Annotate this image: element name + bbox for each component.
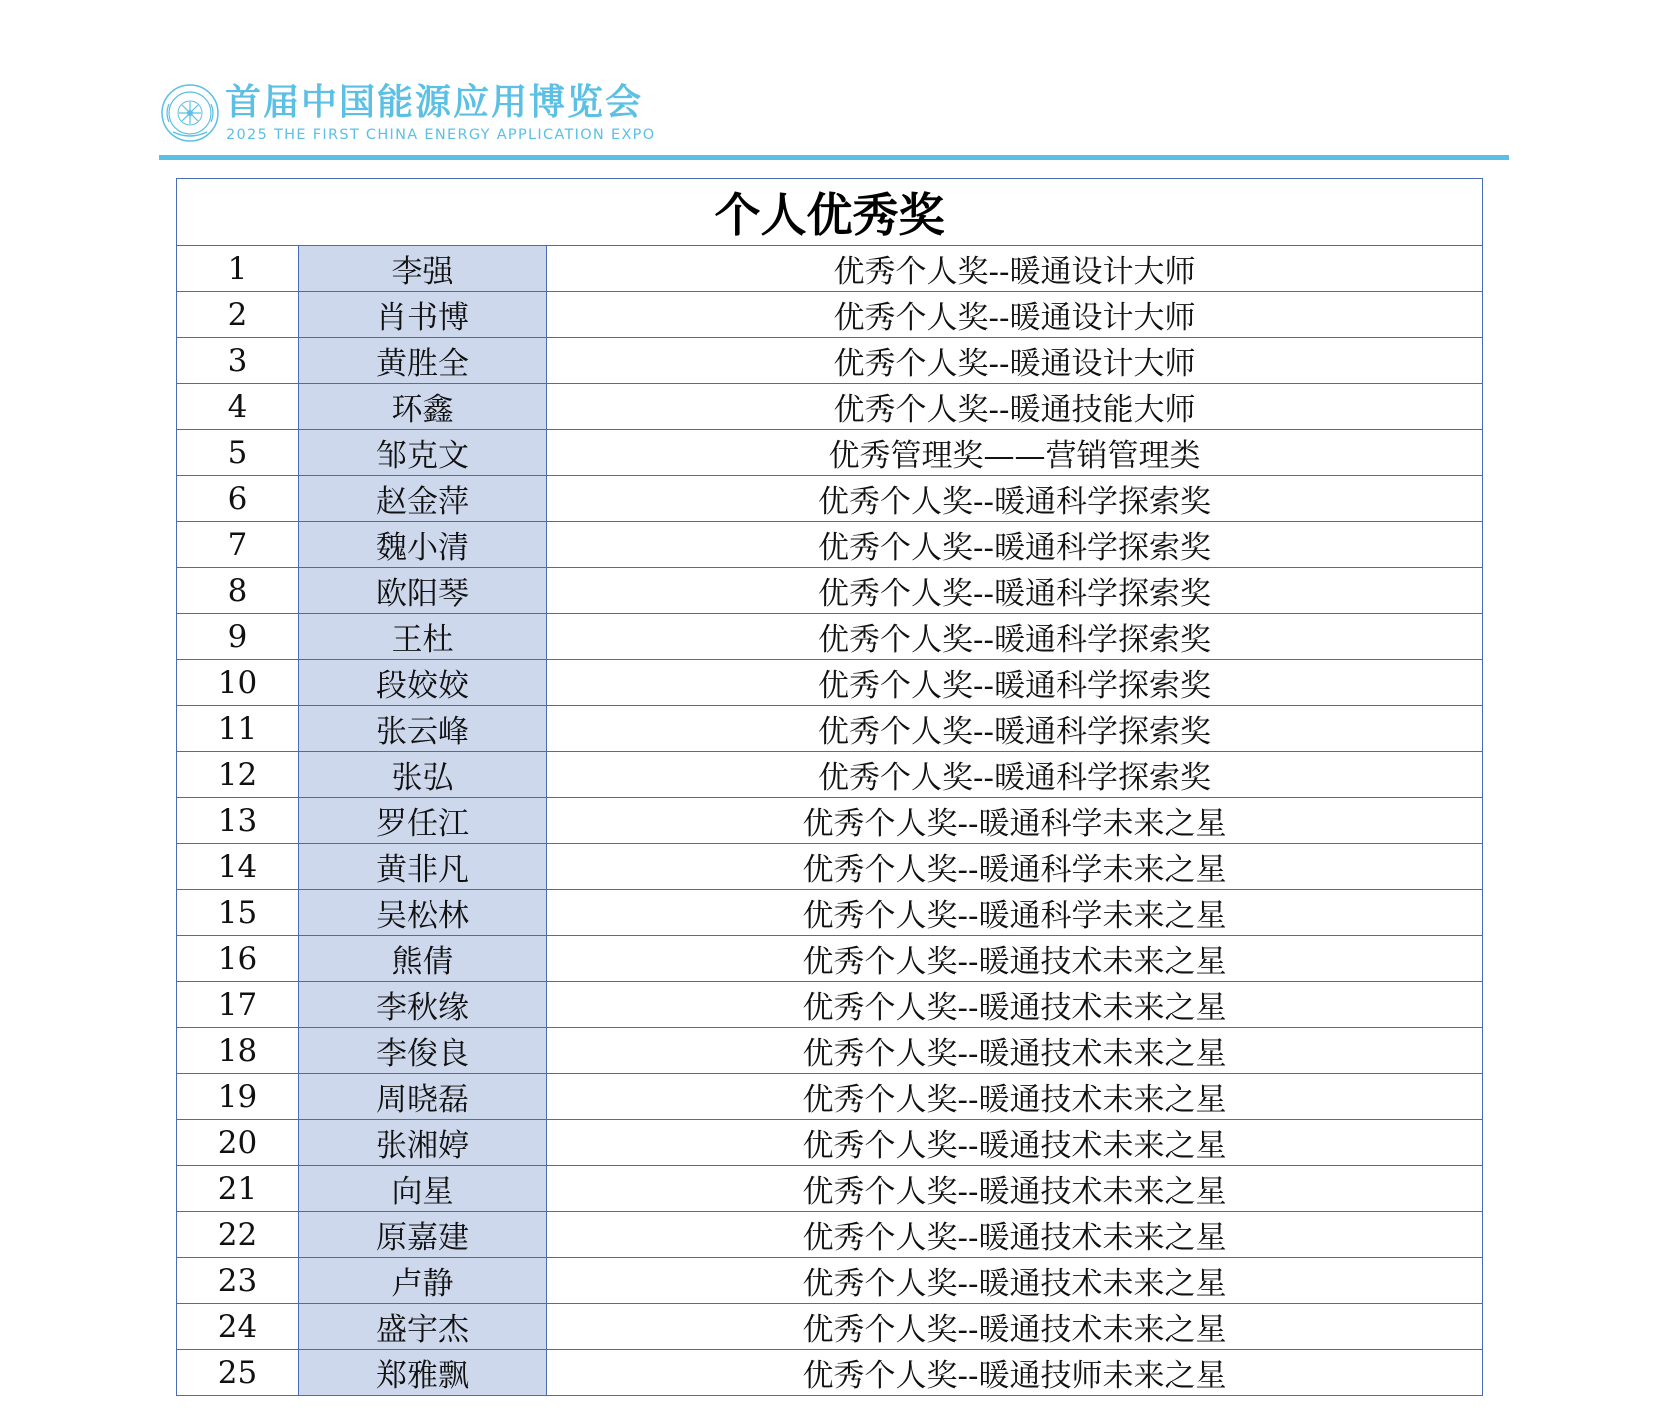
recipient-name-cell: 张云峰 — [299, 706, 547, 752]
table-row — [177, 338, 1483, 384]
table-row — [177, 1258, 1483, 1304]
award-name-cell: 优秀个人奖--暖通设计大师 — [547, 292, 1483, 338]
table-row — [177, 1074, 1483, 1120]
award-name-cell: 优秀个人奖--暖通科学未来之星 — [547, 844, 1483, 890]
row-number-cell: 9 — [177, 614, 299, 660]
row-number-cell: 16 — [177, 936, 299, 982]
row-number-cell: 5 — [177, 430, 299, 476]
row-number-cell: 19 — [177, 1074, 299, 1120]
expo-title: 首届中国能源应用博览会 — [225, 82, 644, 123]
recipient-name-cell: 魏小清 — [299, 522, 547, 568]
row-number-cell: 20 — [177, 1120, 299, 1166]
recipient-name-cell: 环鑫 — [299, 384, 547, 430]
recipient-name-cell: 李俊良 — [299, 1028, 547, 1074]
row-number-cell: 11 — [177, 706, 299, 752]
row-number-cell: 22 — [177, 1212, 299, 1258]
award-name-cell: 优秀个人奖--暖通技术未来之星 — [547, 982, 1483, 1028]
recipient-name-cell: 王杜 — [299, 614, 547, 660]
recipient-name-cell: 李强 — [299, 246, 547, 292]
table-row — [177, 752, 1483, 798]
table-row — [177, 522, 1483, 568]
row-number-cell: 3 — [177, 338, 299, 384]
table-row — [177, 1304, 1483, 1350]
recipient-name-cell: 熊倩 — [299, 936, 547, 982]
table-title: 个人优秀奖 — [177, 179, 1483, 246]
table-row — [177, 706, 1483, 752]
award-name-cell: 优秀个人奖--暖通技师未来之星 — [547, 1350, 1483, 1396]
recipient-name-cell: 罗任江 — [299, 798, 547, 844]
award-name-cell: 优秀个人奖--暖通技术未来之星 — [547, 1212, 1483, 1258]
award-name-cell: 优秀个人奖--暖通技术未来之星 — [547, 1166, 1483, 1212]
row-number-cell: 25 — [177, 1350, 299, 1396]
table-row — [177, 246, 1483, 292]
table-row — [177, 982, 1483, 1028]
award-name-cell: 优秀个人奖--暖通科学未来之星 — [547, 798, 1483, 844]
award-name-cell: 优秀个人奖--暖通技术未来之星 — [547, 936, 1483, 982]
row-number-cell: 14 — [177, 844, 299, 890]
award-name-cell: 优秀个人奖--暖通技术未来之星 — [547, 1120, 1483, 1166]
recipient-name-cell: 邹克文 — [299, 430, 547, 476]
table-row — [177, 614, 1483, 660]
award-name-cell: 优秀个人奖--暖通技能大师 — [547, 384, 1483, 430]
table-row — [177, 1212, 1483, 1258]
table-row — [177, 1028, 1483, 1074]
recipient-name-cell: 盛宇杰 — [299, 1304, 547, 1350]
award-name-cell: 优秀个人奖--暖通设计大师 — [547, 246, 1483, 292]
row-number-cell: 6 — [177, 476, 299, 522]
table-row — [177, 430, 1483, 476]
award-name-cell: 优秀个人奖--暖通科学探索奖 — [547, 522, 1483, 568]
recipient-name-cell: 李秋缘 — [299, 982, 547, 1028]
award-name-cell: 优秀个人奖--暖通技术未来之星 — [547, 1304, 1483, 1350]
table-row — [177, 844, 1483, 890]
row-number-cell: 18 — [177, 1028, 299, 1074]
table-row — [177, 660, 1483, 706]
table-row — [177, 292, 1483, 338]
table-row — [177, 1350, 1483, 1396]
row-number-cell: 24 — [177, 1304, 299, 1350]
table-row — [177, 936, 1483, 982]
row-number-cell: 4 — [177, 384, 299, 430]
awards-table — [176, 178, 1483, 1396]
expo-header — [159, 80, 719, 144]
expo-subtitle: 2025 THE FIRST CHINA ENERGY APPLICATION EXPO — [226, 127, 656, 143]
row-number-cell: 7 — [177, 522, 299, 568]
row-number-cell: 8 — [177, 568, 299, 614]
table-row — [177, 798, 1483, 844]
row-number-cell: 1 — [177, 246, 299, 292]
recipient-name-cell: 段姣姣 — [299, 660, 547, 706]
recipient-name-cell: 卢静 — [299, 1258, 547, 1304]
recipient-name-cell: 黄胜全 — [299, 338, 547, 384]
header-divider — [159, 155, 1509, 160]
award-name-cell: 优秀个人奖--暖通科学探索奖 — [547, 568, 1483, 614]
table-row — [177, 568, 1483, 614]
recipient-name-cell: 肖书博 — [299, 292, 547, 338]
award-name-cell: 优秀个人奖--暖通技术未来之星 — [547, 1258, 1483, 1304]
recipient-name-cell: 吴松林 — [299, 890, 547, 936]
award-name-cell: 优秀个人奖--暖通科学探索奖 — [547, 660, 1483, 706]
recipient-name-cell: 郑雅飘 — [299, 1350, 547, 1396]
award-name-cell: 优秀个人奖--暖通技术未来之星 — [547, 1028, 1483, 1074]
recipient-name-cell: 欧阳琴 — [299, 568, 547, 614]
table-row — [177, 384, 1483, 430]
recipient-name-cell: 原嘉建 — [299, 1212, 547, 1258]
row-number-cell: 15 — [177, 890, 299, 936]
row-number-cell: 12 — [177, 752, 299, 798]
award-name-cell: 优秀个人奖--暖通科学探索奖 — [547, 476, 1483, 522]
recipient-name-cell: 赵金萍 — [299, 476, 547, 522]
award-name-cell: 优秀个人奖--暖通科学探索奖 — [547, 706, 1483, 752]
row-number-cell: 23 — [177, 1258, 299, 1304]
table-row — [177, 1120, 1483, 1166]
table-row — [177, 890, 1483, 936]
expo-emblem-icon — [159, 82, 221, 144]
recipient-name-cell: 周晓磊 — [299, 1074, 547, 1120]
recipient-name-cell: 张弘 — [299, 752, 547, 798]
row-number-cell: 17 — [177, 982, 299, 1028]
recipient-name-cell: 黄非凡 — [299, 844, 547, 890]
recipient-name-cell: 向星 — [299, 1166, 547, 1212]
award-name-cell: 优秀个人奖--暖通科学探索奖 — [547, 752, 1483, 798]
award-name-cell: 优秀个人奖--暖通技术未来之星 — [547, 1074, 1483, 1120]
row-number-cell: 10 — [177, 660, 299, 706]
award-name-cell: 优秀管理奖——营销管理类 — [547, 430, 1483, 476]
award-name-cell: 优秀个人奖--暖通科学探索奖 — [547, 614, 1483, 660]
table-row — [177, 476, 1483, 522]
award-name-cell: 优秀个人奖--暖通设计大师 — [547, 338, 1483, 384]
award-name-cell: 优秀个人奖--暖通科学未来之星 — [547, 890, 1483, 936]
row-number-cell: 13 — [177, 798, 299, 844]
row-number-cell: 2 — [177, 292, 299, 338]
row-number-cell: 21 — [177, 1166, 299, 1212]
recipient-name-cell: 张湘婷 — [299, 1120, 547, 1166]
table-row — [177, 1166, 1483, 1212]
